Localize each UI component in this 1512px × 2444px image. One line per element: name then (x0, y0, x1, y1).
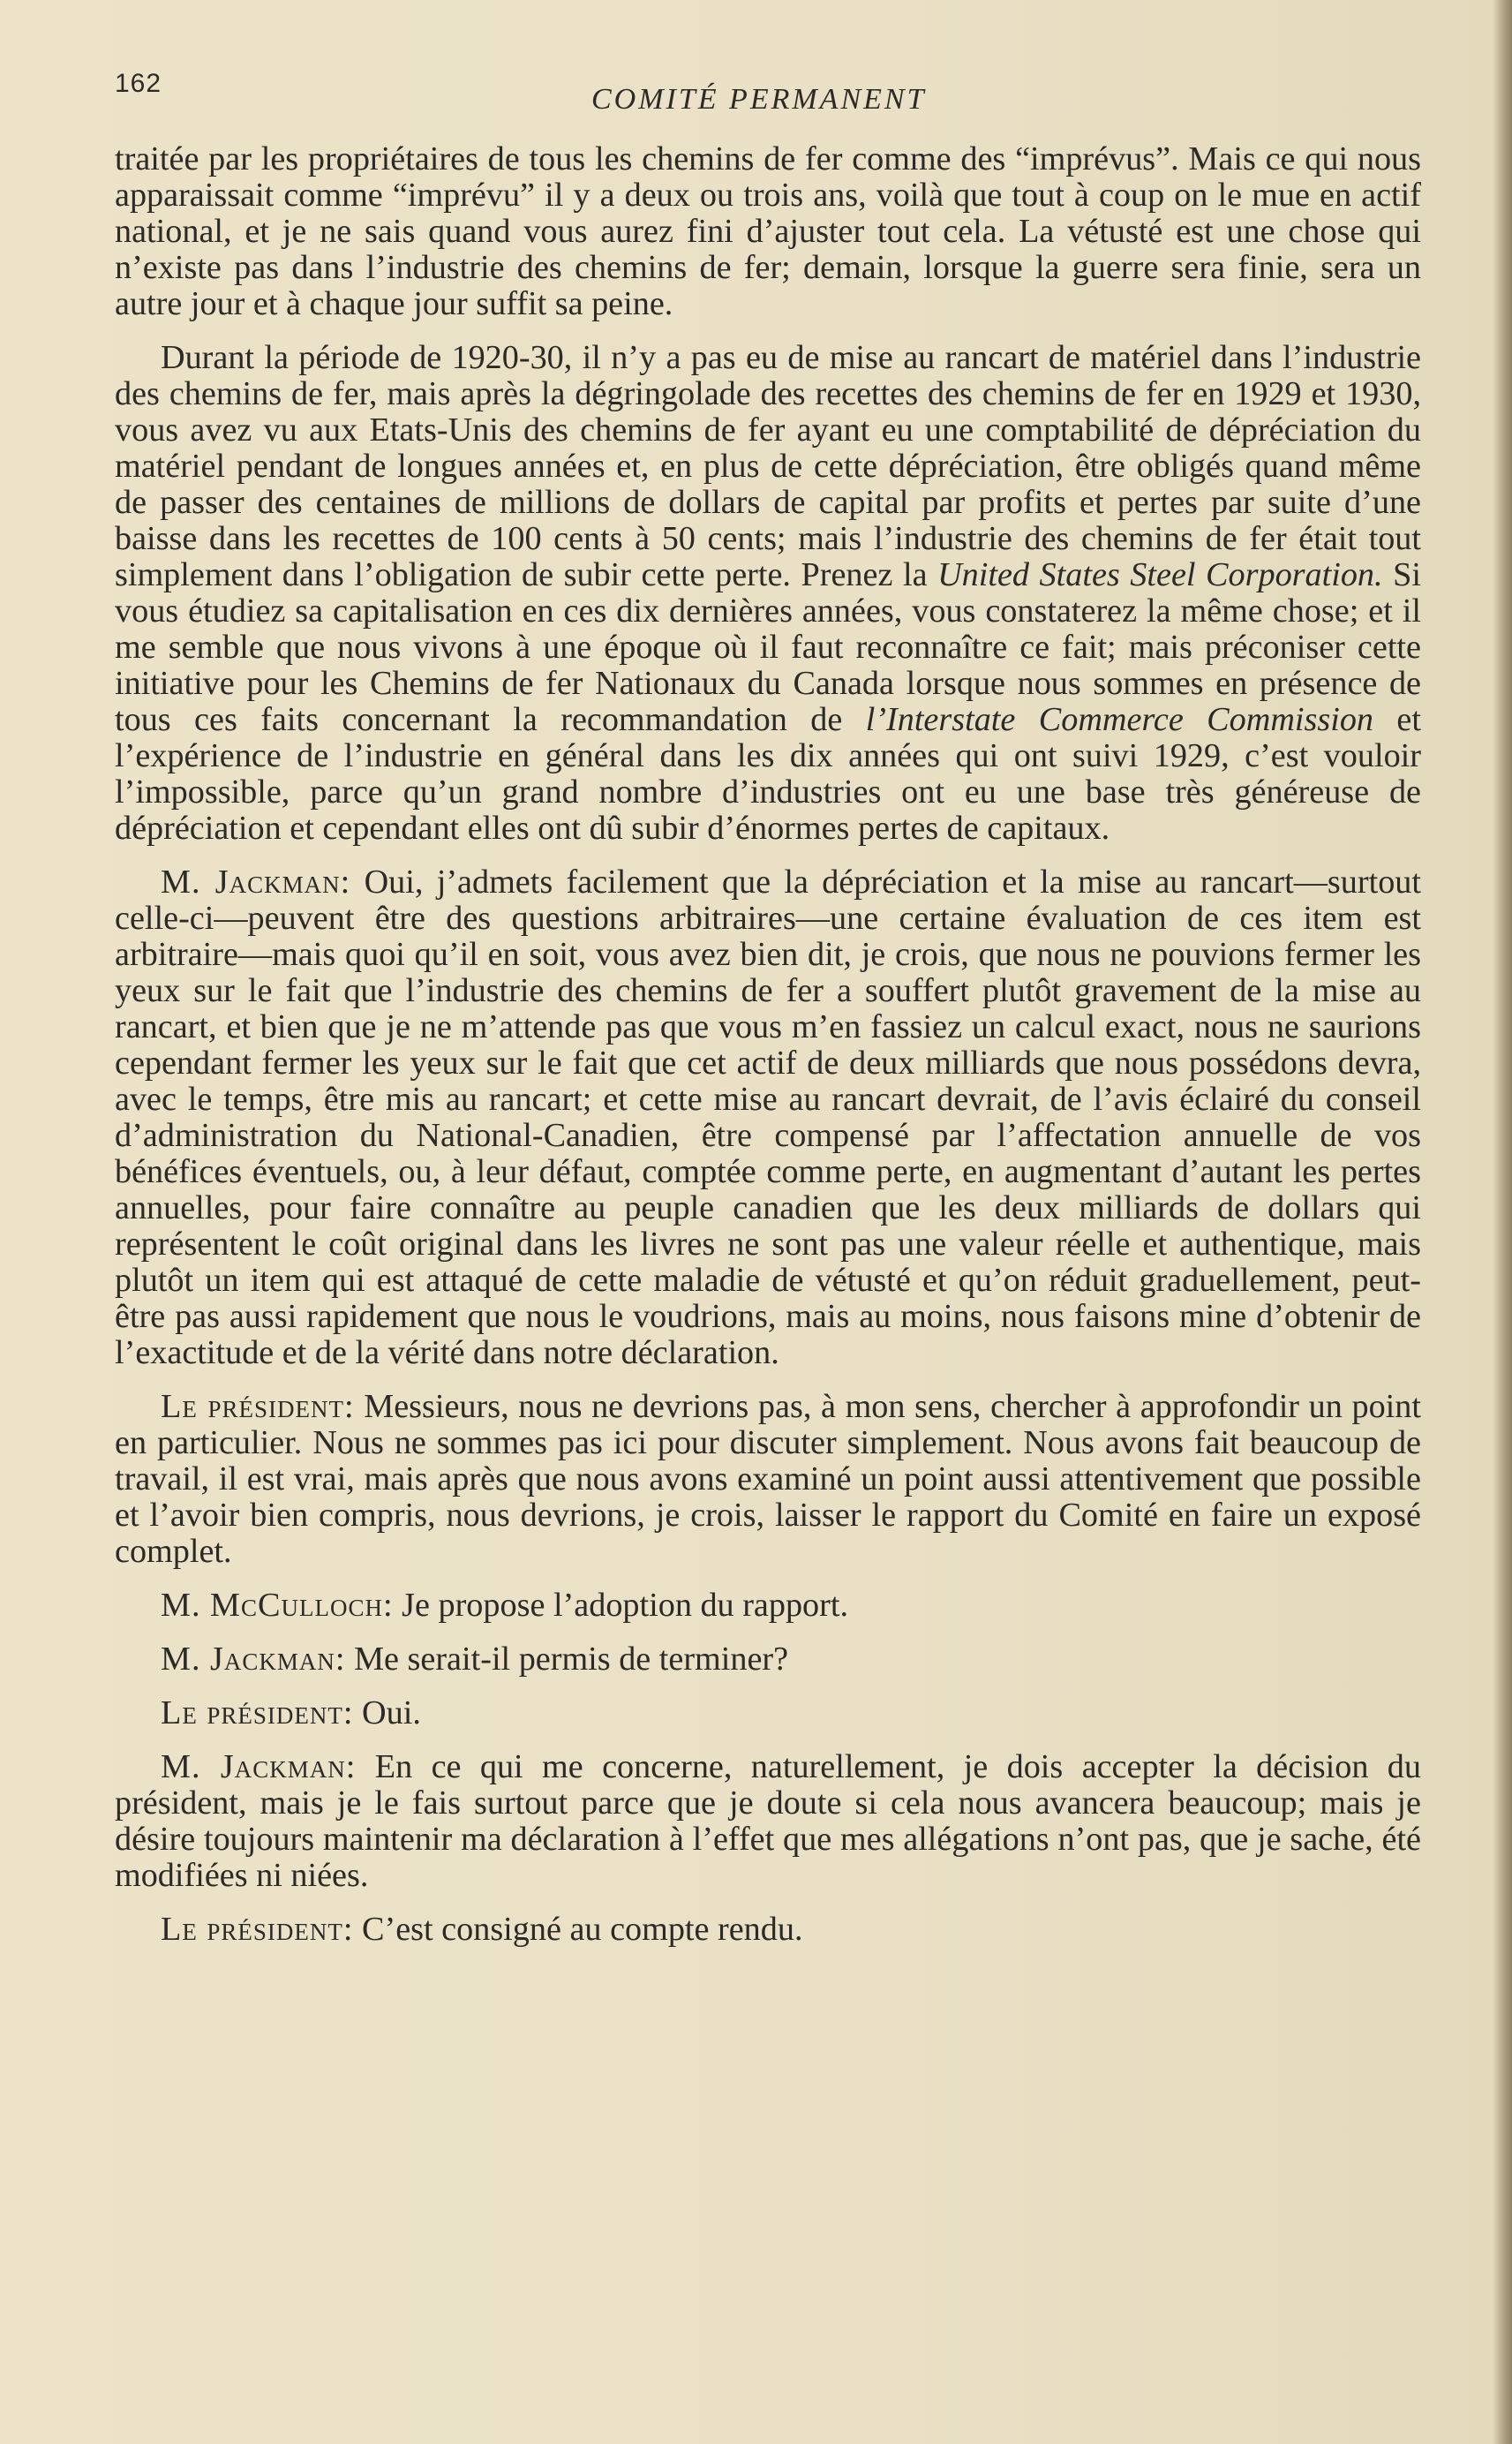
paragraph-5-text: Je propose l’adoption du rapport. (393, 1587, 849, 1624)
paragraph-5 (115, 1588, 1421, 1624)
paragraph-8 (115, 1749, 1421, 1894)
paragraph-9 (115, 1912, 1421, 1948)
speaker-label: M. Jackman: (161, 864, 351, 901)
paragraph-6-text: Me serait-il permis de terminer? (345, 1641, 789, 1678)
paragraph-1-text: traitée par les propriétaires de tous les chemins de fer comme des “imprévus”. Mais ce qui nous apparaissait comme “imprévu” il y a deux ou trois ans, voilà que tout à coup on le mue en actif national, et je ne sais quand vous aurez fini d’ajuster tout cela. La vétusté est une chose qui n’existe pas dans l’industrie des chemins de fer; demain, lorsque la guerre sera finie, sera un autre jour et à chaque jour suffit sa peine. (115, 140, 1421, 322)
paragraph-2-text-c: et l’expérience de l’industrie en général dans les dix années qui ont suivi 1929, c’est vouloir l’impossible, parce qu’un grand nombre d’industries ont eu une base très généreuse de dépréciation et cependant elles ont dû subir d’énormes pertes de capitaux. (115, 701, 1421, 847)
speaker-label: Le président: (161, 1388, 355, 1425)
paragraph-4-text: Messieurs, nous ne devrions pas, à mon sens, chercher à approfondir un point en particulier. Nous ne sommes pas ici pour discuter simplement. Nous avons fait beaucoup de travail, il est vrai, mais après que nous avons examiné un point aussi attentivement que possible et l’avoir bien compris, nous devrions, je crois, laisser le rapport du Comité en faire un exposé complet. (115, 1388, 1421, 1570)
paragraph-2-text-a: Durant la période de 1920-30, il n’y a pas eu de mise au rancart de matériel dans l’industrie des chemins de fer, mais après la dégringolade des recettes des chemins de fer en 1929 et 1930, vous avez vu aux Etats-Unis des chemins de fer ayant eu une comptabilité de dépréciation du matériel pendant de longues années et, en plus de cette dépréciation, être obligés quand même de passer des centaines de millions de dollars de capital par profits et pertes par suite d’une baisse dans les recettes de 100 cents à 50 cents; mais l’industrie des chemins de fer était tout simplement dans l’obligation de subir cette perte. Prenez la (115, 339, 1421, 593)
paragraph-6 (115, 1641, 1421, 1678)
running-head: COMITÉ PERMANENT (591, 83, 927, 116)
book-spine-shadow (1493, 0, 1512, 2444)
speaker-label: Le président: (161, 1911, 354, 1948)
paragraph-2-text-b: Si vous étudiez sa capitalisation en ces dix dernières années, vous constaterez la même chose; et il me semble que nous vivons à une époque où il faut reconnaître ce fait; mais préconiser cette initiative pour les Chemins de fer Nationaux du Canada lorsque nous sommes en présence de tous ces faits concernant la recommandation de (115, 556, 1421, 738)
paragraph-3-text: Oui, j’admets facilement que la dépréciation et la mise au rancart—surtout celle-ci—peuvent être des questions arbitraires—une certaine évaluation de ces item est arbitraire—mais quoi qu’il en soit, vous avez bien dit, je crois, que nous ne pouvions fermer les yeux sur le fait que l’industrie des chemins de fer a souffert plutôt gravement de la mise au rancart, et bien que je ne m’attende pas que vous m’en fassiez un calcul exact, nous ne saurions cependant fermer les yeux sur le fait que cet actif de deux milliards que nous possédons devra, avec le temps, être mis au rancart; et cette mise au rancart devrait, de l’avis éclairé du conseil d’administration du National-Canadien, être compensé par l’affectation annuelle de vos bénéfices éventuels, ou, à leur défaut, comptée comme perte, en augmentant d’autant les pertes annuelles, pour faire connaître au peuple canadien que les deux milliards de dollars qui représentent le coût original dans les livres ne sont pas une valeur réelle et authentique, mais plutôt un item qui est attaqué de cette maladie de vétusté et qu’on réduit graduellement, peut-être pas aussi rapidement que nous le voudrions, mais au moins, nous faisons mine d’obtenir de l’exactitude et de la vérité dans notre déclaration. (115, 864, 1422, 1371)
paragraph-3 (115, 864, 1421, 1371)
paragraph-9-text: C’est consigné au compte rendu. (353, 1911, 803, 1948)
paragraph-7 (115, 1695, 1421, 1731)
body-text (115, 141, 1421, 1948)
paragraph-4 (115, 1389, 1421, 1570)
paragraph-2 (115, 340, 1421, 847)
speaker-label: M. McCulloch: (161, 1587, 394, 1624)
speaker-label: M. Jackman: (161, 1748, 357, 1785)
paragraph-2-italic-a: United States Steel Corporation. (937, 556, 1383, 593)
page-number: 162 (115, 69, 162, 98)
paragraph-8-text: En ce qui me concerne, naturellement, je dois accepter la décision du président, mais je le fais surtout parce que je doute si cela nous avancera beaucoup; mais je désire toujours maintenir ma déclaration à l’effet que mes allégations n’ont pas, que je sache, été modifiées ni niées. (115, 1748, 1421, 1894)
speaker-label: Le président: (161, 1694, 354, 1731)
speaker-label: M. Jackman: (161, 1641, 346, 1678)
paragraph-7-text: Oui. (353, 1694, 421, 1731)
paragraph-2-italic-b: l’Interstate Commerce Commission (865, 701, 1374, 738)
paragraph-1 (115, 141, 1421, 322)
page-header (115, 69, 1421, 122)
